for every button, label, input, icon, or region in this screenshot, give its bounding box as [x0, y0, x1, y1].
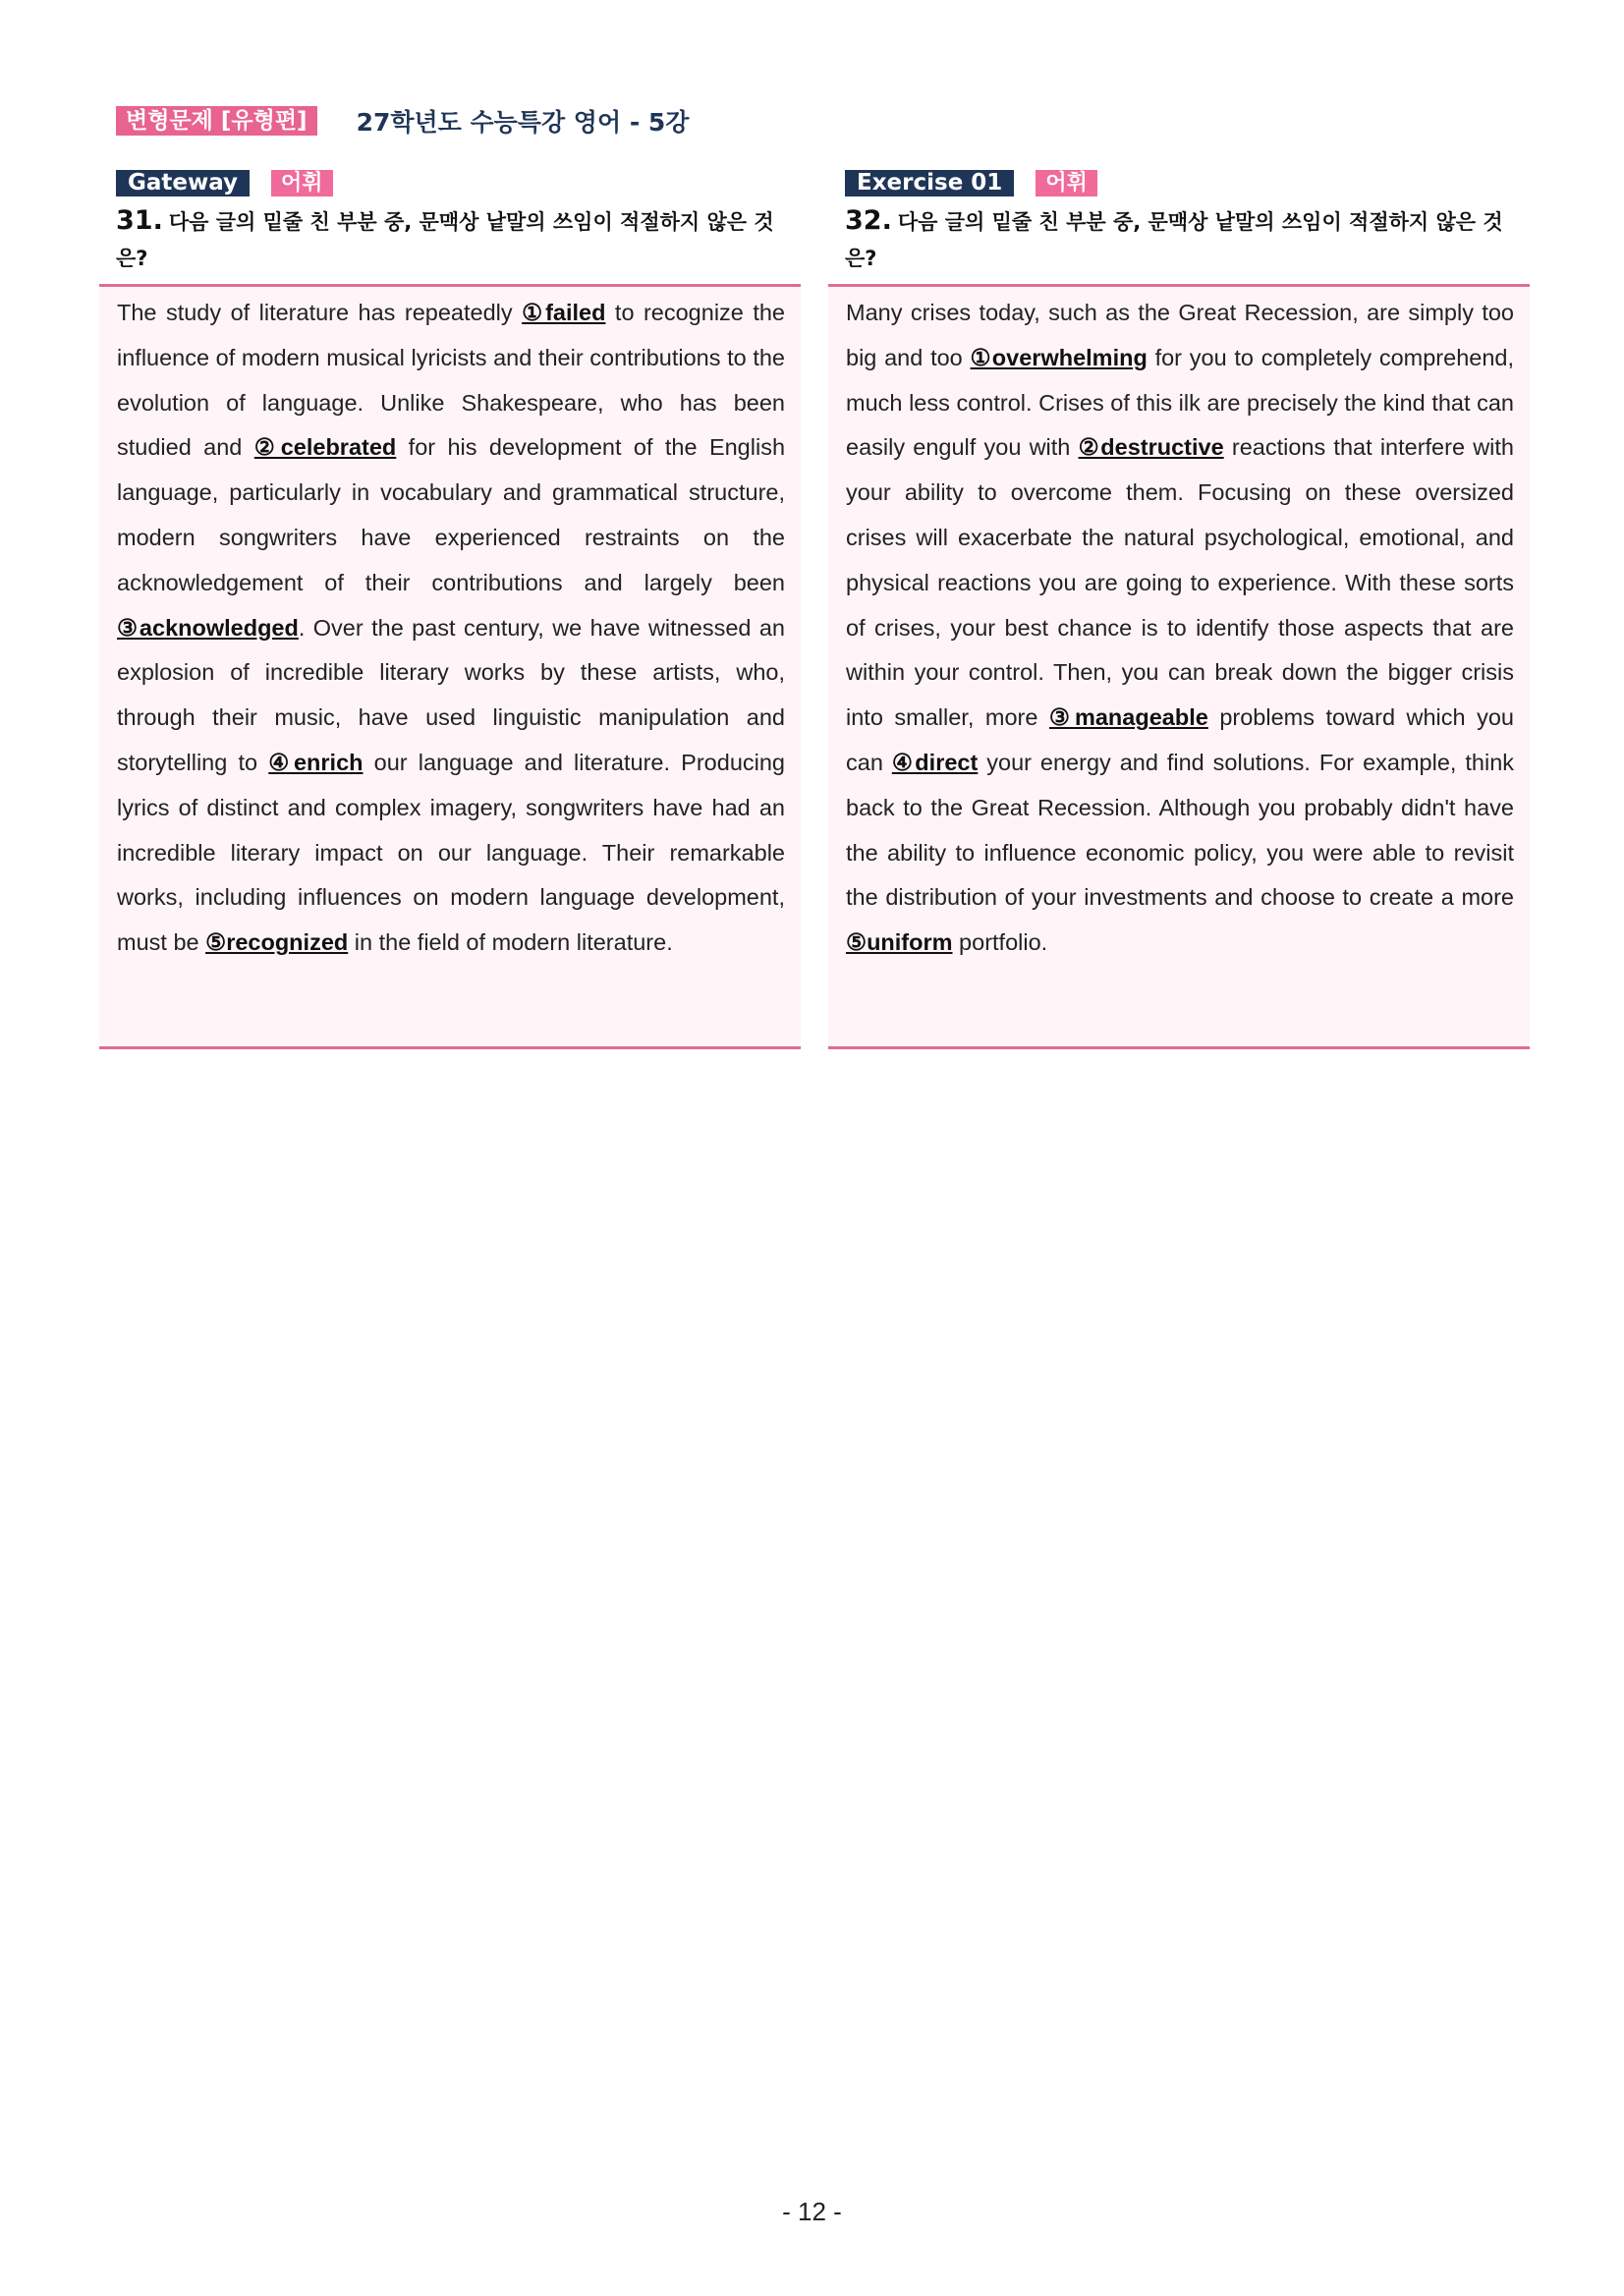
passage-segment: our language and literature. Producing lyrics of distinct and complex imagery, songwriters have had an incredible literary impact on our language. Their remarkable works, including influences on modern language development, must be: [117, 749, 785, 956]
passage-segment: to recognize the influence of modern musical lyricists and their contributions to the evolution of language. Unlike Shakespeare, who has been studied and: [117, 300, 785, 461]
passage-segment: Many crises today, such as the Great Recession, are simply too big and too: [846, 300, 1514, 370]
passage-text: [99, 284, 801, 1049]
passage-segment: for you to completely comprehend, much less control. Crises of this ilk are precisely the kind that can easily engulf you with: [846, 344, 1515, 461]
underlined-word: ②celebrated: [253, 434, 397, 461]
passage-segment: portfolio.: [952, 929, 1048, 956]
underlined-word: ⑤uniform: [846, 929, 953, 956]
underlined-word: ①overwhelming: [970, 344, 1148, 370]
page-title: 27학년도 수능특강 영어 - 5강: [356, 108, 690, 137]
section-tag: 변형문제 [유형편]: [116, 106, 317, 136]
page-header: [116, 104, 689, 138]
passage-segment: . Over the past century, we have witnessed an explosion of incredible literary works by these artists, who, through their music, have used linguistic manipulation and storytelling to: [117, 614, 785, 775]
question-text: 다음 글의 밑줄 친 부분 중, 문맥상 낱말의 쓰임이 적절하지 않은 것은?: [845, 210, 1503, 270]
passage-text: [828, 284, 1530, 1049]
passage-segment: your energy and find solutions. For example, think back to the Great Recession. Although you probably didn't have the ability to influence economic policy, you were able to revisit the distribution of your investments and choose to create a more: [846, 749, 1515, 911]
passage-segment: The study of literature has repeatedly: [117, 300, 523, 325]
passage-segment: for his development of the English language, particularly in vocabulary and grammatical structure, modern songwriters have experienced restraints on the acknowledgement of their contributions and largely been: [117, 434, 786, 595]
question-number: 31.: [116, 205, 163, 236]
gateway-badge: Gateway: [116, 170, 250, 196]
question-prompt: [116, 202, 774, 277]
question-badges: [116, 169, 801, 196]
passage-segment: in the field of modern literature.: [348, 929, 673, 956]
underlined-word: ④enrich: [268, 749, 364, 775]
passage-segment: problems toward which you can: [846, 704, 1514, 775]
underlined-word: ⑤recognized: [205, 929, 349, 956]
question-number: 32.: [845, 205, 892, 236]
underlined-word: ②destructive: [1078, 434, 1224, 461]
vocab-badge: 어휘: [271, 170, 333, 196]
vocab-badge: 어휘: [1036, 170, 1097, 196]
underlined-word: ①failed: [522, 300, 606, 325]
exercise-badge: Exercise 01: [845, 170, 1014, 196]
passage-segment: reactions that interfere with your ability to overcome them. Focusing on these oversized crises will exacerbate the natural psychological, emotional, and physical reactions you are going to experience. With these sorts of crises, your best chance is to identify those aspects that are within your control. Then, you can break down the bigger crisis into smaller, more: [846, 434, 1515, 731]
question-32-block: [828, 169, 1530, 1049]
question-text: 다음 글의 밑줄 친 부분 중, 문맥상 낱말의 쓰임이 적절하지 않은 것은?: [116, 210, 774, 270]
question-31-block: [99, 169, 801, 1049]
page-number: - 12 -: [782, 2197, 842, 2226]
underlined-word: ③acknowledged: [117, 614, 299, 641]
underlined-word: ③manageable: [1048, 704, 1208, 731]
question-badges: [845, 169, 1530, 196]
question-prompt: [845, 202, 1503, 277]
underlined-word: ④direct: [891, 749, 979, 775]
